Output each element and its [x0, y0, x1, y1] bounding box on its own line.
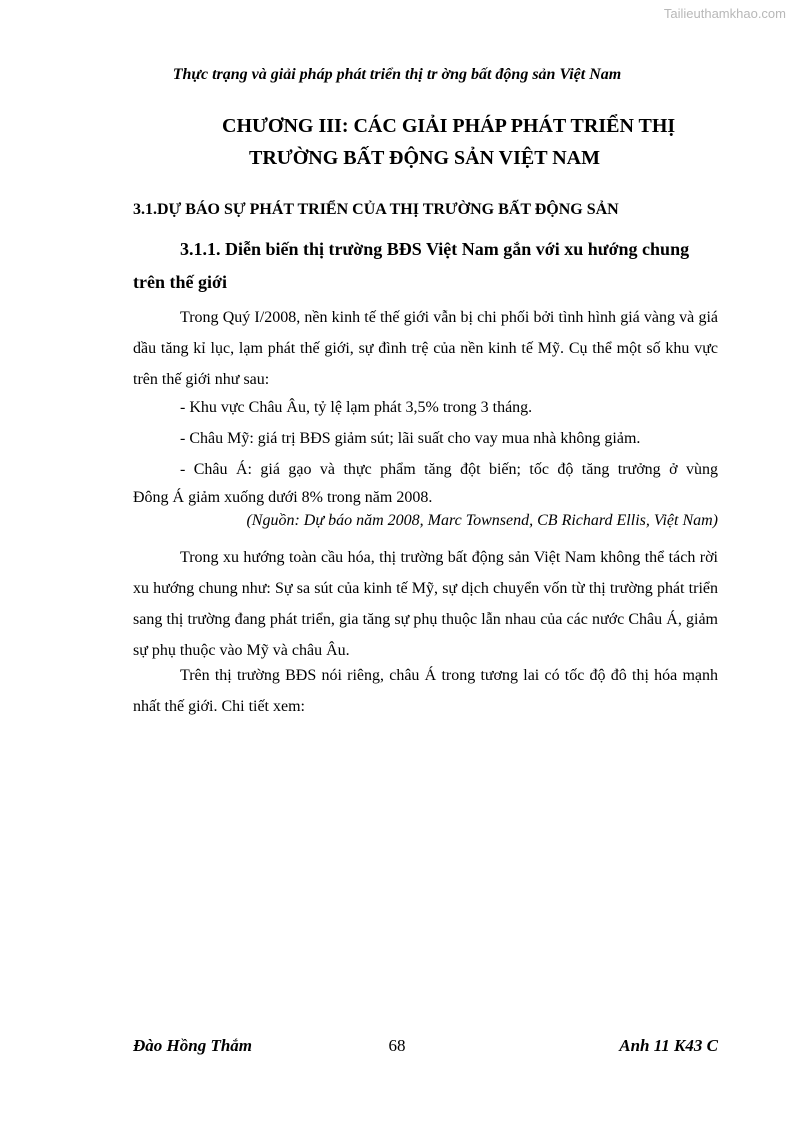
bullet-america: - Châu Mỹ: giá trị BĐS giảm sút; lãi suất cho vay mua nhà không giảm.	[180, 430, 641, 447]
chapter-title-line1: CHƯƠNG III: CÁC GIẢI PHÁP PHÁT TRIỂN THỊ	[222, 115, 676, 137]
chapter-title-line2: TRƯỜNG BẤT ĐỘNG SẢN VIỆT NAM	[249, 147, 600, 169]
bullet-europe: - Khu vực Châu Âu, tỷ lệ lạm phát 3,5% trong 3 tháng.	[180, 399, 533, 416]
subsection-title-line1: 3.1.1. Diễn biến thị trường BĐS Việt Nam gắn với xu hướng chung	[180, 239, 690, 259]
section-title: 3.1.DỰ BÁO SỰ PHÁT TRIỂN CỦA THỊ TRƯỜNG BẤT ĐỘNG SẢN	[133, 201, 619, 218]
running-header: Thực trạng và giải pháp phát triển thị tr ờng bất động sản Việt Nam	[172, 66, 622, 83]
subsection-title-line2: trên thế giới	[133, 272, 227, 292]
bullet-asia-line2: Đông Á giảm xuống dưới 8% trong năm 2008.	[133, 489, 433, 506]
paragraph-asia-urbanization: Trên thị trường BĐS nói riêng, châu Á trong tương lai có tốc độ đô thị hóa mạnh nhất thế giới. Chi tiết xem:	[133, 667, 718, 715]
footer-class: Anh 11 K43 C	[619, 1036, 718, 1055]
paragraph-globalization: Trong xu hướng toàn cầu hóa, thị trường bất động sản Việt Nam không thể tách rời xu hướng chung như: Sự sa sút của kinh tế Mỹ, sự dịch chuyển vốn từ thị trường phát triển sang thị trường đang phát triển, gia tăng sự phụ thuộc lẫn nhau của các nước Châu Á, giảm sự phụ thuộc vào Mỹ và châu Âu.	[133, 549, 718, 659]
paragraph-intro: Trong Quý I/2008, nền kinh tế thế giới vẫn bị chi phối bởi tình hình giá vàng và giá dầu tăng kỉ lục, lạm phát thế giới, sự đình trệ của nền kinh tế Mỹ. Cụ thể một số khu vực trên thế giới như sau:	[133, 309, 718, 388]
footer-page-number: 68	[388, 1036, 406, 1055]
watermark: Tailieuthamkhao.com	[663, 6, 786, 21]
bullet-asia-line1: - Châu Á: giá gạo và thực phẩm tăng đột biến; tốc độ tăng trưởng ở vùng	[180, 461, 718, 478]
footer-author: Đào Hồng Thắm	[133, 1036, 253, 1055]
source-citation: (Nguồn: Dự báo năm 2008, Marc Townsend, CB Richard Ellis, Việt Nam)	[246, 512, 718, 529]
